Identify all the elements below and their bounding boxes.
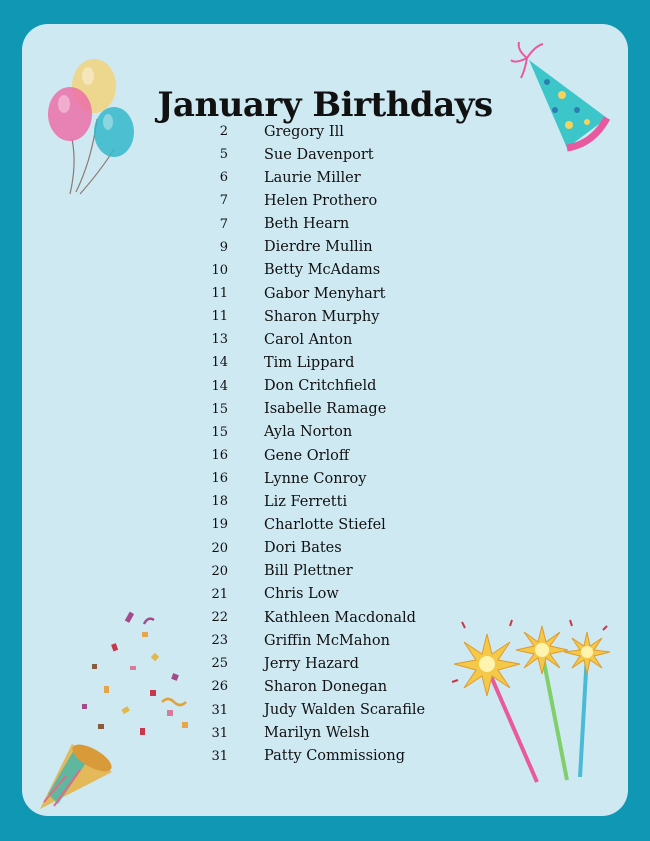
birthday-day: 18 [211,494,228,510]
list-item [192,467,425,490]
birthday-name: Judy Walden Scarafile [264,702,426,719]
page-title: January Birthdays [157,84,493,125]
birthday-name: Gene Orloff [264,447,350,464]
list-item [192,537,425,560]
birthday-day: 10 [211,262,228,278]
birthday-day: 25 [211,656,228,672]
list-item [192,652,425,675]
birthday-name: Don Critchfield [264,378,377,395]
list-item [192,305,425,328]
birthday-name: Gabor Menyhart [264,285,386,302]
birthday-day: 7 [219,193,228,209]
birthday-day: 16 [211,448,228,464]
birthday-name: Bill Plettner [264,563,353,580]
list-item [192,259,425,282]
birthday-day: 21 [211,586,228,602]
birthday-day: 13 [211,332,228,348]
birthday-name: Marilyn Welsh [264,725,370,742]
birthday-name: Gregory Ill [264,123,344,140]
birthday-day: 20 [211,563,228,579]
list-item [192,282,425,305]
list-item [192,513,425,536]
birthday-day: 16 [211,471,228,487]
birthday-day: 26 [211,679,228,695]
birthday-day: 6 [219,170,228,186]
list-item [192,166,425,189]
birthday-day: 9 [219,239,228,255]
list-item [192,606,425,629]
birthday-name: Griffin McMahon [264,632,390,649]
birthday-name: Helen Prothero [264,192,378,209]
birthday-name: Ayla Norton [264,424,353,441]
birthday-card [22,24,628,816]
confetti-popper-icon [32,604,202,816]
birthday-day: 31 [211,725,228,741]
birthday-name: Isabelle Ramage [264,401,387,418]
list-item [192,490,425,513]
list-item [192,143,425,166]
birthday-name: Kathleen Macdonald [264,609,416,626]
list-item [192,213,425,236]
birthday-day: 31 [211,748,228,764]
birthday-day: 31 [211,702,228,718]
birthday-day: 15 [211,424,228,440]
birthday-day: 14 [211,355,228,371]
list-item [192,675,425,698]
birthday-day: 11 [211,286,228,302]
birthday-day: 19 [211,517,228,533]
birthday-day: 2 [219,124,228,140]
birthday-day: 11 [211,309,228,325]
birthday-name: Sharon Murphy [264,308,380,325]
birthday-day: 5 [219,147,228,163]
sparklers-icon [442,612,617,787]
birthday-name: Betty McAdams [264,262,381,279]
birthday-day: 14 [211,378,228,394]
birthday-day: 20 [211,540,228,556]
birthday-name: Patty Commissiong [264,748,406,765]
list-item [192,120,425,143]
birthday-name: Charlotte Stiefel [264,516,386,533]
birthday-name: Tim Lippard [264,354,355,371]
list-item [192,583,425,606]
birthday-list [192,120,425,768]
list-item [192,722,425,745]
list-item [192,560,425,583]
list-item [192,236,425,259]
birthday-day: 22 [211,610,228,626]
birthday-name: Laurie Miller [264,169,361,186]
birthday-name: Carol Anton [264,331,353,348]
birthday-name: Beth Hearn [264,216,350,233]
list-item [192,444,425,467]
list-item [192,398,425,421]
birthday-name: Liz Ferretti [264,493,348,510]
birthday-name: Lynne Conroy [264,470,367,487]
birthday-name: Dierdre Mullin [264,239,373,256]
birthday-name: Jerry Hazard [264,655,359,672]
birthday-name: Dori Bates [264,540,342,557]
birthday-day: 7 [219,216,228,232]
list-item [192,351,425,374]
birthday-day: 15 [211,401,228,417]
birthday-name: Sue Davenport [264,146,374,163]
list-item [192,328,425,351]
birthday-day: 23 [211,633,228,649]
birthday-name: Sharon Donegan [264,678,388,695]
list-item [192,629,425,652]
list-item [192,375,425,398]
list-item [192,745,425,768]
list-item [192,189,425,212]
birthday-name: Chris Low [264,586,339,603]
list-item [192,421,425,444]
list-item [192,699,425,722]
